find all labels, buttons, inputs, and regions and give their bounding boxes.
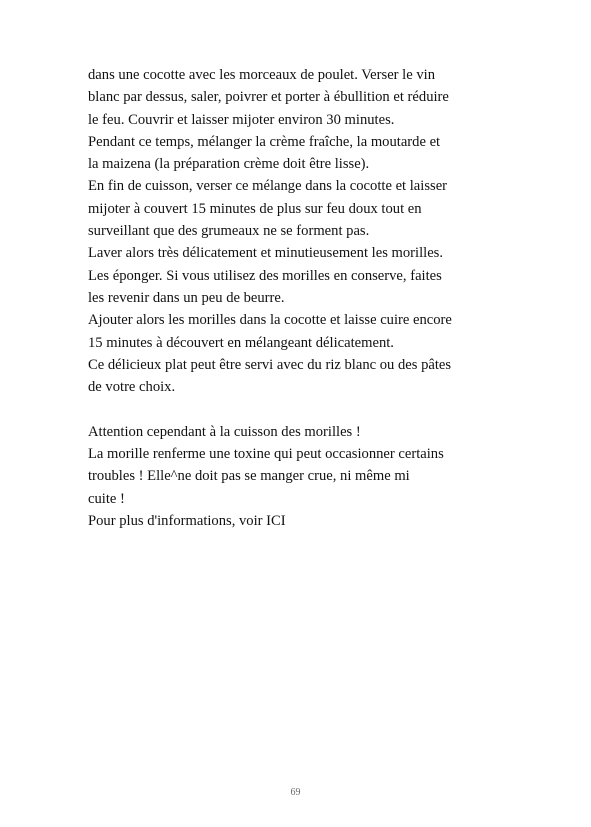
paragraph-cocotte: dans une cocotte avec les morceaux de poulet. Verser le vin blanc par dessus, saler, poivrer et porter à ébullition et réduire le feu. Couvrir et laisser mijoter environ 30 minutes. (88, 67, 449, 128)
page-number: 69 (290, 787, 301, 798)
warning-heading: Attention cependant à la cuisson des morilles ! (88, 423, 361, 440)
more-info-link[interactable]: Pour plus d'informations, voir ICI (88, 512, 286, 529)
warning-toxine: La morille renferme une toxine qui peut occasionner certains troubles ! Elle^ne doit pas se manger crue, ni même mi cuite ! (88, 446, 444, 507)
paragraph-fin-cuisson: En fin de cuisson, verser ce mélange dans la cocotte et laisser mijoter à couvert 15 minutes de plus sur feu doux tout en surveillant que des grumeaux ne se forment pas. (88, 178, 448, 240)
paragraph-creme: Pendant ce temps, mélanger la crème fraîche, la moutarde et la maizena (la préparation crème doit être lisse). (88, 133, 441, 173)
paragraph-morilles-ajout: Ajouter alors les morilles dans la cocotte et laisse cuire encore 15 minutes à découvert en mélangeant délicatement. (88, 312, 452, 351)
paragraph-spacer (88, 398, 504, 420)
paragraph-morilles-lavage: Laver alors très délicatement et minutieusement les morilles. Les éponger. Si vous utilisez des morilles en conserve, faites les revenir dans un peu de beurre. (88, 245, 443, 306)
page-content (88, 64, 504, 532)
paragraph-service: Ce délicieux plat peut être servi avec du riz blanc ou des pâtes de votre choix. (88, 356, 452, 396)
